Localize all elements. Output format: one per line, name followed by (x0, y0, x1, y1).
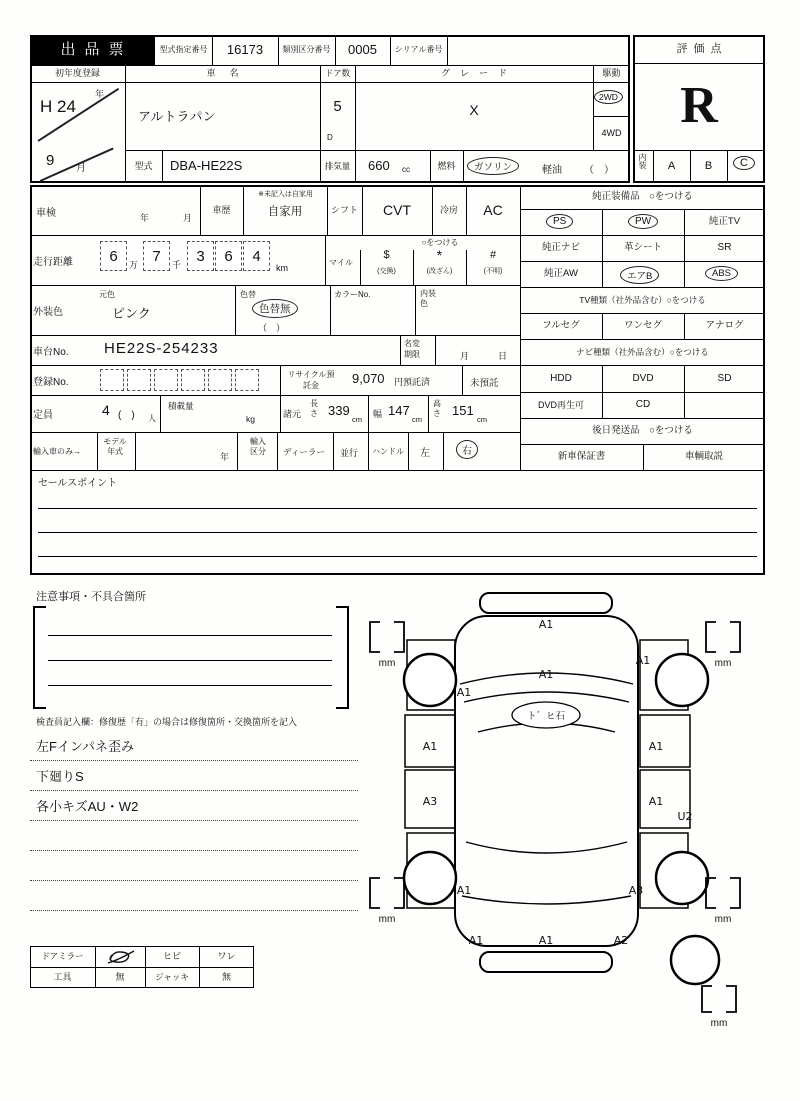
color-change-label: 色替 (240, 290, 256, 299)
right-door-panel (640, 715, 690, 767)
shift-label: シフト (330, 205, 358, 215)
damage-code: A1 (422, 740, 438, 753)
grid-line (355, 65, 356, 183)
length-unit: cm (352, 415, 362, 424)
grid-line (97, 432, 98, 470)
ac-label: 冷房 (439, 205, 458, 215)
model-year-unit: 年 (220, 452, 230, 462)
mile-label: マイル (329, 258, 353, 267)
recycle-deposit-value: 9,070 (352, 371, 385, 386)
name-change-month-unit: 月 (460, 351, 470, 361)
model-designation-label: 型式指定番号 (159, 45, 208, 54)
grid-line (602, 209, 603, 235)
grid-line (408, 432, 409, 470)
mileage-digit-box: 7 (143, 241, 170, 271)
doors-value: 5 (333, 98, 342, 115)
history-note: ※未記入は自家用 (258, 191, 313, 198)
model-code-label: 型式 (134, 161, 153, 171)
shaken-label: 車検 (36, 208, 56, 219)
height-value: 151 (452, 403, 474, 418)
first-reg-month-unit: 月 (76, 163, 86, 174)
grid-line (447, 35, 448, 65)
damage-code: A1 (538, 668, 554, 681)
equipment-pw-selected: PW (628, 214, 658, 229)
mm-unit-label: mm (378, 658, 396, 669)
grid-line (212, 35, 213, 65)
evaluation-label: 評価点 (676, 43, 728, 55)
inspector-entry: 下廻りS (36, 769, 84, 784)
grid-line (368, 432, 369, 470)
grid-line (727, 150, 728, 183)
grid-line (602, 261, 603, 287)
measure-bracket (730, 878, 740, 908)
writing-line (38, 556, 757, 557)
capacity-paren: ( ) (118, 410, 135, 421)
load-label: 積載量 (168, 401, 194, 411)
writing-line (38, 532, 757, 533)
width-value: 147 (388, 403, 410, 418)
form-title: 出品票 (30, 35, 155, 65)
rear-right-wheel (656, 852, 708, 904)
equipment-aw-option: 純正AW (544, 268, 578, 279)
tools-label: 工具 (53, 972, 72, 982)
grid-line (325, 235, 326, 285)
car-body-shape (455, 616, 638, 946)
width-unit: cm (412, 415, 422, 424)
measure-bracket (394, 878, 404, 908)
interior-grade-b: B (704, 160, 713, 172)
grade-label: グレード (440, 68, 517, 78)
model-year-label: モデル年式 (103, 437, 127, 456)
grid-line (390, 35, 391, 65)
grid-line (435, 335, 436, 365)
measure-bracket (370, 878, 380, 908)
drive-2wd-selected: 2WD (594, 90, 623, 104)
grid-line (463, 150, 464, 183)
grid-line (277, 432, 278, 470)
class-category-value: 0005 (348, 42, 377, 57)
mileage-circle-note: ○をつける (421, 238, 459, 247)
tv-analog-option: アナログ (705, 320, 744, 331)
grid-line (684, 261, 685, 287)
color-change-paren: （ ） (258, 323, 286, 333)
mileage-sen-unit: 千 (172, 260, 182, 270)
dotted-line (30, 880, 358, 881)
first-reg-year-unit: 年 (95, 89, 105, 99)
navi-sd-option: SD (717, 373, 732, 384)
grid-line (333, 432, 334, 470)
original-color-value: ピンク (112, 306, 151, 321)
navi-dvd-option: DVD (632, 373, 654, 384)
damage-code: A1 (538, 618, 554, 631)
mileage-opt3-symbol: # (489, 249, 497, 261)
inspector-entry: 各小キズAU・W2 (36, 799, 139, 814)
capacity-unit: 人 (148, 414, 156, 423)
shaken-month-unit: 月 (183, 213, 193, 223)
mirror-crack-option: ヒビ (162, 951, 181, 961)
registration-digit-box (154, 369, 178, 391)
damage-code: A1 (538, 934, 554, 947)
damage-code: A1 (648, 795, 664, 808)
damage-code: A2 (613, 934, 629, 947)
registration-digit-box (100, 369, 124, 391)
mileage-man-unit: 万 (129, 260, 139, 270)
grid-line (428, 395, 429, 432)
capacity-label: 定員 (33, 410, 53, 421)
recycle-deposit-unit: 円預託済 (394, 377, 431, 387)
equipment-abs-selected: ABS (705, 266, 738, 281)
interior-grade-a: A (667, 160, 676, 172)
length-label: 長さ (310, 399, 318, 418)
grid-line (335, 35, 336, 65)
original-color-label: 元色 (99, 290, 115, 299)
grid-line (30, 365, 520, 366)
grid-line (237, 432, 238, 470)
rear-left-wheel (404, 852, 456, 904)
sales-point-label: セールスポイント (38, 478, 118, 489)
displacement-value: 660 (368, 158, 390, 173)
mm-unit-label: mm (710, 1018, 728, 1029)
import-only-label: 輸入車のみ→ (33, 447, 81, 456)
dotted-line (30, 820, 358, 821)
displacement-unit: cc (402, 165, 410, 174)
damage-code: A3 (628, 884, 644, 897)
writing-line (48, 635, 332, 636)
grid-line (30, 470, 765, 471)
first-registration-label: 初年度登録 (54, 68, 100, 78)
later-shipment-header: 後日発送品 ○をつける (592, 425, 693, 436)
equipment-header: 純正装備品 ○をつける (592, 191, 693, 202)
width-label: 幅 (373, 409, 383, 419)
grid-line (443, 432, 444, 470)
spec-label: 諸元 (283, 409, 302, 419)
spare-wheel (671, 936, 719, 984)
door-mirror-label: ドアミラー (41, 951, 84, 961)
import-dealer-option: ディーラー (283, 447, 325, 457)
registration-digit-box (235, 369, 259, 391)
mileage-digit-box: 3 (187, 241, 214, 271)
measure-bracket (730, 622, 740, 652)
shift-value: CVT (383, 202, 411, 218)
import-parallel-option: 並行 (340, 448, 359, 458)
damage-code: A1 (648, 740, 664, 753)
navi-hdd-option: HDD (550, 373, 572, 384)
car-name-label: 車名 (206, 68, 253, 78)
exterior-color-label: 外装色 (33, 307, 63, 318)
writing-line (48, 685, 332, 686)
tv-type-header: TV種類（社外品含む）○をつける (579, 295, 706, 305)
inspector-note: 検査員記入欄：修復歴「有」の場合は修復箇所・交換箇所を記入 (36, 717, 298, 727)
mileage-opt2-symbol: * (436, 247, 443, 263)
grade-value: X (469, 102, 479, 118)
car-damage-diagram (360, 588, 770, 1038)
mileage-opt1-symbol: $ (383, 249, 390, 261)
shaken-year-unit: 年 (140, 213, 150, 223)
height-label: 高さ (433, 399, 441, 418)
front-right-wheel (656, 654, 708, 706)
dotted-line (30, 760, 358, 761)
bracket-right (336, 606, 349, 709)
drive-4wd-option: 4WD (601, 128, 622, 138)
handwritten-mark-icon (104, 948, 138, 966)
handle-label: ハンドル (372, 447, 404, 456)
handle-left-option: 左 (420, 448, 430, 459)
grid-line (125, 150, 630, 151)
notes-label: 注意事項・不具合箇所 (36, 591, 146, 603)
class-category-label: 類別区分番号 (282, 45, 331, 54)
registration-digit-box (208, 369, 232, 391)
grid-line (30, 285, 520, 286)
interior-grade-label: 内装 (638, 153, 647, 169)
stone-chip-label: ト゛ヒ石 (526, 711, 566, 722)
fuel-label: 燃料 (437, 161, 456, 171)
measure-bracket (370, 622, 380, 652)
mileage-digit-box: 6 (100, 241, 127, 271)
color-change-value-selected: 色替無 (252, 299, 298, 318)
grid-line (400, 335, 401, 365)
equipment-leather-option: 革シート (623, 242, 662, 253)
recycle-none-option: 未預託 (470, 378, 499, 389)
grid-line (162, 150, 163, 183)
fuel-gasoline-selected: ガソリン (467, 157, 519, 175)
grid-line (30, 235, 520, 236)
capacity-value: 4 (102, 402, 110, 418)
equipment-navi-option: 純正ナビ (541, 242, 580, 253)
front-bumper-shape (480, 593, 612, 613)
name-change-day-unit: 日 (498, 351, 508, 361)
measure-bracket (394, 622, 404, 652)
mileage-digit-box: 6 (215, 241, 242, 271)
grid-line (280, 365, 281, 395)
dotted-line (30, 910, 358, 911)
name-change-deadline-label: 名変期限 (404, 339, 420, 359)
dvd-play-option: DVD再生可 (537, 400, 584, 410)
rear-bumper-shape (480, 952, 612, 972)
model-designation-value: 16173 (226, 42, 264, 57)
mm-unit-label: mm (714, 914, 732, 925)
grid-line (280, 395, 281, 432)
dotted-line (30, 790, 358, 791)
equipment-sr-option: SR (717, 242, 732, 253)
measure-bracket (702, 986, 712, 1012)
interior-grade-c-selected: C (733, 156, 755, 170)
mm-unit-label: mm (714, 658, 732, 669)
mileage-label: 走行距離 (33, 257, 73, 268)
dotted-line (30, 850, 358, 851)
writing-line (48, 660, 332, 661)
mileage-unit: km (276, 263, 288, 273)
damage-code: U2 (677, 810, 693, 823)
grid-line (462, 365, 463, 395)
tv-fullseg-option: フルセグ (542, 320, 580, 331)
recycle-deposit-label: リサイクル預託金 (287, 370, 335, 390)
registration-digit-box (127, 369, 151, 391)
grid-line (330, 285, 331, 335)
fuel-diesel-option: 軽油 (542, 165, 562, 176)
mm-unit-label: mm (378, 914, 396, 925)
doors-label: ドア数 (324, 68, 351, 78)
mileage-opt2-label: (改ざん) (426, 268, 453, 275)
ac-value: AC (483, 202, 503, 218)
damage-code: A1 (635, 654, 651, 667)
damage-code: A3 (422, 795, 438, 808)
tools-none-value: 無 (115, 972, 125, 982)
inspector-entry: 左Fインパネ歪み (36, 739, 135, 754)
equipment-airbag-selected: エアB (620, 266, 659, 284)
height-unit: cm (477, 415, 487, 424)
cd-option: CD (635, 399, 651, 410)
interior-color-label: 内装色 (420, 289, 436, 308)
measure-bracket (706, 622, 716, 652)
color-number-label: カラーNo. (334, 290, 371, 299)
model-code-value: DBA-HE22S (170, 158, 243, 173)
handle-right-selected: 右 (456, 440, 478, 459)
bracket-left (33, 606, 46, 709)
equipment-tv-option: 純正TV (708, 216, 741, 227)
chassis-number-value: HE22S-254233 (104, 340, 219, 357)
front-left-wheel (404, 654, 456, 706)
grid-line (278, 35, 279, 65)
serial-number-label: シリアル番号 (394, 45, 443, 54)
tv-oneseg-option: ワンセグ (623, 320, 662, 331)
displacement-label: 排気量 (324, 161, 351, 171)
grid-line (415, 285, 416, 335)
import-type-label: 輸入区分 (250, 437, 266, 456)
mileage-opt1-label: (交換) (377, 268, 396, 275)
evaluation-score: R (680, 77, 718, 134)
warranty-book-option: 新車保証書 (557, 451, 606, 462)
damage-code: A1 (456, 884, 472, 897)
first-reg-month: 9 (46, 152, 55, 169)
history-label: 車歴 (212, 205, 231, 215)
first-reg-era-year: H 24 (40, 97, 76, 116)
load-unit: kg (246, 414, 255, 424)
drive-label: 駆動 (602, 68, 621, 78)
equipment-ps-selected: PS (546, 214, 573, 229)
grid-line (30, 82, 630, 83)
jack-label: ジャッキ (155, 972, 189, 982)
measure-bracket (726, 986, 736, 1012)
grid-line (135, 432, 136, 470)
jack-none-value: 無 (221, 972, 231, 982)
grid-line (30, 432, 520, 433)
chassis-number-label: 車台No. (33, 347, 69, 358)
fuel-paren: （ ） (584, 165, 614, 176)
car-name-value: アルトラパン (138, 109, 216, 124)
length-value: 339 (328, 403, 350, 418)
grid-line (684, 392, 685, 418)
damage-code: A1 (456, 686, 472, 699)
mileage-digit-box: 4 (243, 241, 270, 271)
history-value: 自家用 (267, 206, 303, 218)
writing-line (38, 508, 757, 509)
mirror-break-option: ワレ (217, 951, 236, 961)
grid-line (368, 395, 369, 432)
registration-digit-box (181, 369, 205, 391)
navi-type-header: ナビ種類（社外品含む）○をつける (576, 347, 709, 357)
grid-line (160, 395, 161, 432)
grid-line (30, 395, 520, 396)
vehicle-manual-option: 車輌取説 (684, 451, 723, 462)
registration-number-label: 登録No. (33, 377, 69, 388)
mileage-opt3-label: (不明) (483, 268, 503, 275)
damage-code: A1 (468, 934, 484, 947)
grid-line (30, 335, 520, 336)
grid-line (235, 285, 236, 335)
doors-unit: D (327, 133, 333, 142)
